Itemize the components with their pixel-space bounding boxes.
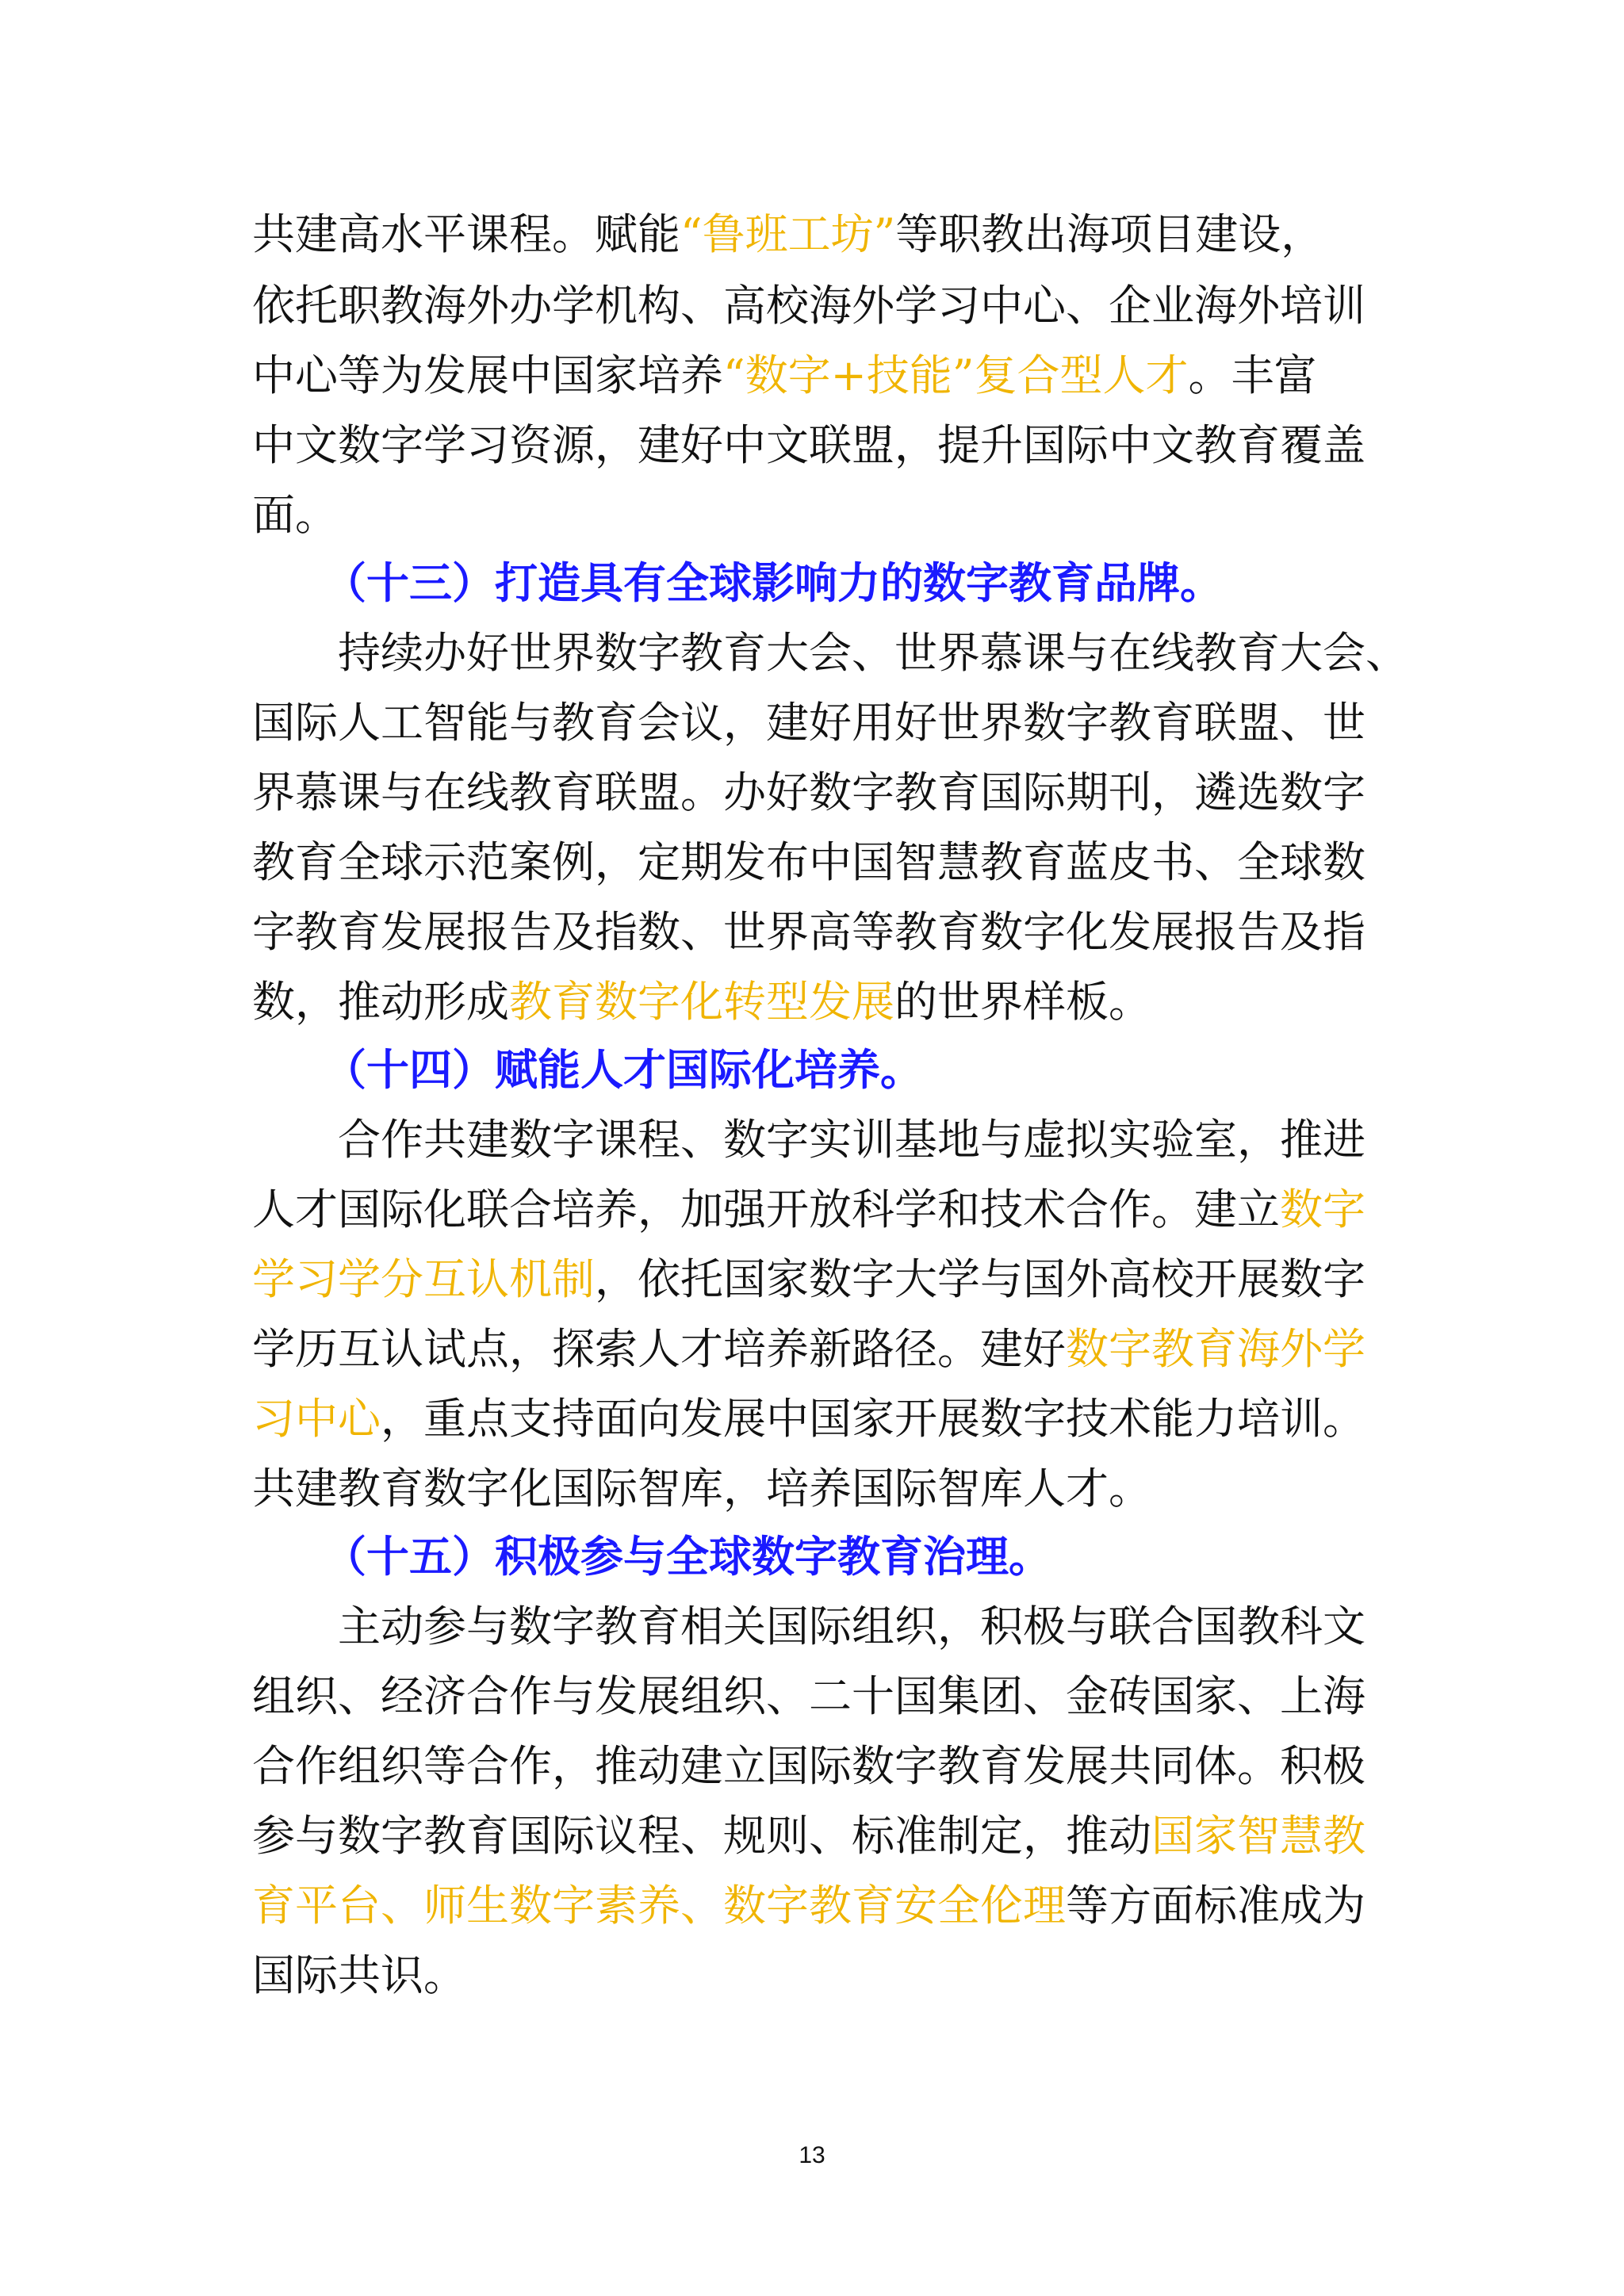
paragraph-line: 界慕课与在线教育联盟。办好数字教育国际期刊，遴选数字 xyxy=(252,767,1365,817)
paragraph-line: 中心等为发展中国家培养“数字+技能”复合型人才。丰富 xyxy=(252,350,1317,400)
highlight-text: 育平台、师生数字素养、数字教育安全伦理 xyxy=(252,1881,1066,1931)
paragraph-line: 习中心，重点支持面向发展中国家开展数字技术能力培训。 xyxy=(252,1394,1365,1444)
paragraph-line: 合作共建数字课程、数字实训基地与虚拟实验室，推进 xyxy=(338,1115,1365,1165)
section-heading-13: （十三）打造具有全球影响力的数字教育品牌。 xyxy=(324,558,1223,608)
paragraph-line: 共建高水平课程。赋能“鲁班工坊”等职教出海项目建设， xyxy=(252,209,1324,259)
highlight-text: 国家智慧教 xyxy=(1151,1811,1365,1861)
paragraph-line: 数，推动形成教育数字化转型发展的世界样板。 xyxy=(252,977,1151,1027)
highlight-text: 学习学分互认机制 xyxy=(252,1254,595,1304)
highlight-text: 数字教育海外学 xyxy=(1066,1324,1365,1374)
paragraph-line: 国际共识。 xyxy=(252,1950,466,2000)
paragraph-line: 教育全球示范案例，定期发布中国智慧教育蓝皮书、全球数 xyxy=(252,837,1365,887)
paragraph-line: 参与数字教育国际议程、规则、标准制定，推动国家智慧教 xyxy=(252,1811,1365,1861)
highlight-text: “鲁班工坊” xyxy=(680,209,896,259)
highlight-text: “数字+技能”复合型人才 xyxy=(723,350,1189,400)
paragraph-line: 依托职教海外办学机构、高校海外学习中心、企业海外培训 xyxy=(252,281,1365,331)
highlight-text: 习中心 xyxy=(252,1394,381,1444)
paragraph-line: 面。 xyxy=(252,490,338,540)
paragraph-line: 国际人工智能与教育会议，建好用好世界数字教育联盟、世 xyxy=(252,698,1365,748)
paragraph-line: 学历互认试点，探索人才培养新路径。建好数字教育海外学 xyxy=(252,1324,1365,1374)
paragraph-line: 共建教育数字化国际智库，培养国际智库人才。 xyxy=(252,1464,1151,1513)
section-heading-15: （十五）积极参与全球数字教育治理。 xyxy=(324,1532,1051,1582)
page-number: 13 xyxy=(799,2142,825,2168)
highlight-text: 数字 xyxy=(1280,1184,1365,1234)
paragraph-line: 字教育发展报告及指数、世界高等教育数字化发展报告及指 xyxy=(252,907,1365,957)
paragraph-line: 育平台、师生数字素养、数字教育安全伦理等方面标准成为 xyxy=(252,1881,1365,1931)
section-heading-14: （十四）赋能人才国际化培养。 xyxy=(324,1045,923,1095)
paragraph-line: 组织、经济合作与发展组织、二十国集团、金砖国家、上海 xyxy=(252,1671,1365,1721)
paragraph-line: 持续办好世界数字教育大会、世界慕课与在线教育大会、 xyxy=(338,628,1408,678)
paragraph-line: 主动参与数字教育相关国际组织，积极与联合国教科文 xyxy=(338,1601,1365,1651)
paragraph-line: 合作组织等合作，推动建立国际数字教育发展共同体。积极 xyxy=(252,1741,1365,1791)
paragraph-line: 中文数字学习资源，建好中文联盟，提升国际中文教育覆盖 xyxy=(252,420,1365,470)
paragraph-line: 学习学分互认机制，依托国家数字大学与国外高校开展数字 xyxy=(252,1254,1365,1304)
paragraph-line: 人才国际化联合培养，加强开放科学和技术合作。建立数字 xyxy=(252,1184,1365,1234)
highlight-text: 教育数字化转型发展 xyxy=(509,977,894,1027)
